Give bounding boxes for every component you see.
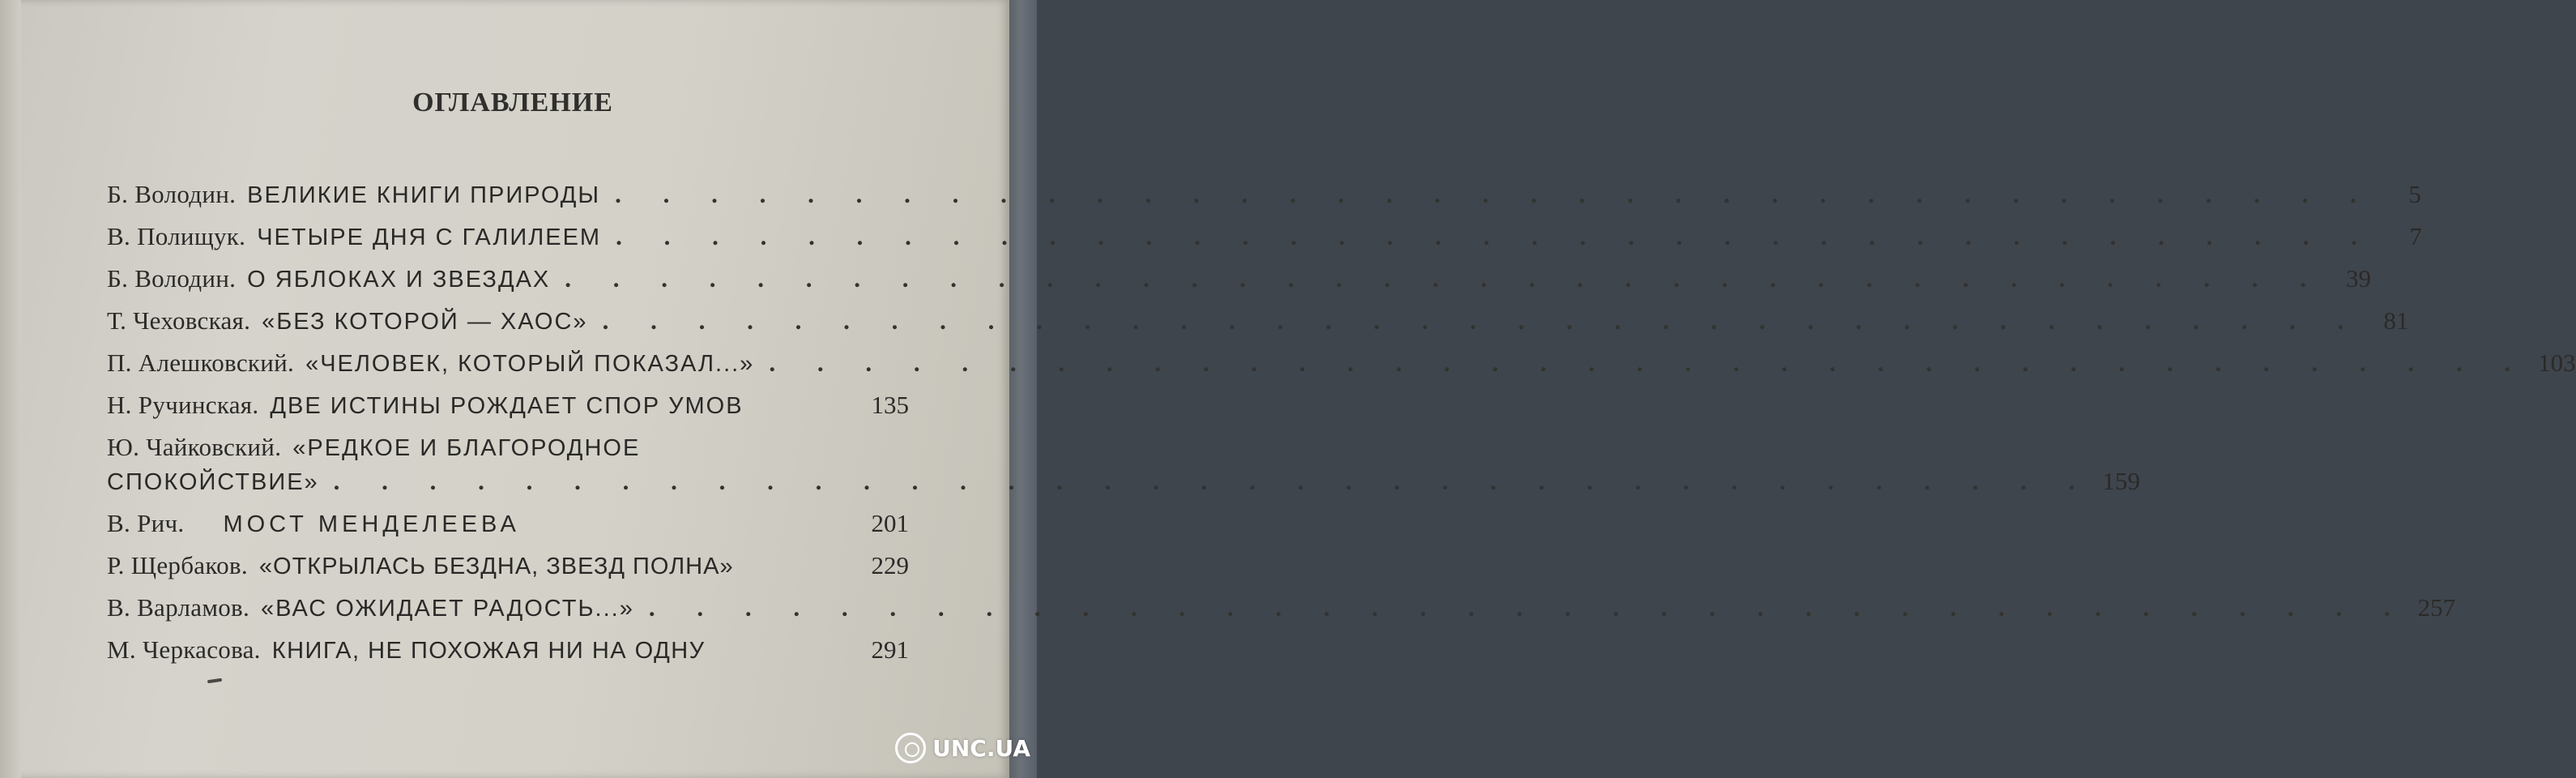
toc-title: «ВАС ОЖИДАЕТ РАДОСТЬ...» — [261, 596, 634, 622]
page-title: ОГЛАВЛЕНИЕ — [412, 88, 613, 118]
toc-entry — [107, 509, 909, 541]
toc-author: Т. Чеховская. — [107, 306, 251, 335]
toc-title: ДВЕ ИСТИНЫ РОЖДАЕТ СПОР УМОВ — [270, 393, 744, 419]
toc-leader-dots: . . . . . . . . . . . . . . . . . . . . . . . . . . . . . . . . . . . . . — [333, 467, 2093, 495]
toc-page-number: 7 — [2409, 222, 2422, 250]
toc-leader-dots: . . . . . . . . . . . . . . . . . . . . . . . . . . . . . . . . . . . . . — [565, 264, 2325, 293]
toc-title: МОСТ МЕНДЕЛЕЕВА — [223, 511, 520, 537]
toc-page-number: 229 — [871, 551, 909, 579]
toc-page-number: 257 — [2417, 593, 2456, 622]
toc-author: В. Полищук. — [107, 222, 246, 250]
toc-title: «ОТКРЫЛАСЬ БЕЗДНА, ЗВЕЗД ПОЛНА» — [258, 554, 734, 579]
toc-title-continued: СПОКОЙСТВИЕ» — [107, 469, 319, 495]
toc-entry — [107, 264, 2372, 297]
toc-author: Б. Володин. — [107, 264, 237, 293]
toc-page-number: 81 — [2383, 306, 2409, 335]
toc-page-number: 5 — [2408, 180, 2421, 208]
site-watermark — [895, 733, 1030, 763]
toc-entry — [107, 551, 909, 584]
toc-title: ЧЕТЫРЕ ДНЯ С ГАЛИЛЕЕМ — [257, 224, 602, 250]
unc-logo-icon — [895, 733, 926, 763]
toc-leader-dots: . . . . . . . . . . . . . . . . . . . . . . . . . . . . . . . . . . . . . — [648, 593, 2408, 622]
toc-entry — [107, 306, 2409, 339]
toc-author: Р. Щербаков. — [107, 551, 248, 579]
toc-page-number: 135 — [871, 391, 909, 419]
toc-entry — [107, 433, 909, 465]
toc-title: КНИГА, НЕ ПОХОЖАЯ НИ НА ОДНУ — [271, 638, 706, 664]
toc-title: О ЯБЛОКАХ И ЗВЕЗДАХ — [247, 267, 551, 293]
toc-entry — [107, 593, 2456, 626]
toc-entry — [107, 180, 2421, 212]
toc-author: В. Варламов. — [107, 593, 250, 622]
toc-entry — [107, 222, 2422, 254]
toc-author: Н. Ручинская. — [107, 391, 259, 419]
toc-page-number: 201 — [871, 509, 909, 537]
toc-title: «БЕЗ КОТОРОЙ — ХАОС» — [262, 309, 588, 335]
toc-entry-continuation — [107, 467, 2140, 499]
toc-author: М. Черкасова. — [107, 635, 261, 664]
toc-leader-dots: . . . . . . . . . . . . . . . . . . . . . . . . . . . . . . . . . . . . . — [615, 180, 2374, 208]
toc-author: В. Рич. — [107, 509, 185, 537]
toc-page-number: 159 — [2102, 467, 2140, 495]
toc-entry — [107, 391, 909, 423]
toc-page-number: 39 — [2346, 264, 2372, 293]
toc-leader-dots: . . . . . . . . . . . . . . . . . . . . . . . . . . . . . . . . . . . . . — [769, 348, 2529, 377]
toc-leader-dots: . . . . . . . . . . . . . . . . . . . . . . . . . . . . . . . . . . . . . — [602, 306, 2362, 335]
toc-title: ВЕЛИКИЕ КНИГИ ПРИРОДЫ — [247, 182, 601, 208]
toc-author: П. Алешковский. — [107, 348, 295, 377]
toc-title: «РЕДКОЕ И БЛАГОРОДНОЕ — [292, 435, 641, 461]
toc-leader-dots: . . . . . . . . . . . . . . . . . . . . . . . . . . . . . . . . . . . . . — [616, 222, 2375, 250]
toc-author: Б. Володин. — [107, 180, 237, 208]
watermark-text: UNC.UA — [932, 734, 1030, 762]
toc-page-number: 291 — [871, 635, 909, 664]
toc-entry — [107, 348, 2576, 381]
toc-page-number: 103 — [2538, 348, 2576, 377]
toc-entry — [107, 635, 909, 668]
toc-author: Ю. Чайковский. — [107, 433, 282, 461]
toc-title: «ЧЕЛОВЕК, КОТОРЫЙ ПОКАЗАЛ...» — [305, 351, 755, 377]
